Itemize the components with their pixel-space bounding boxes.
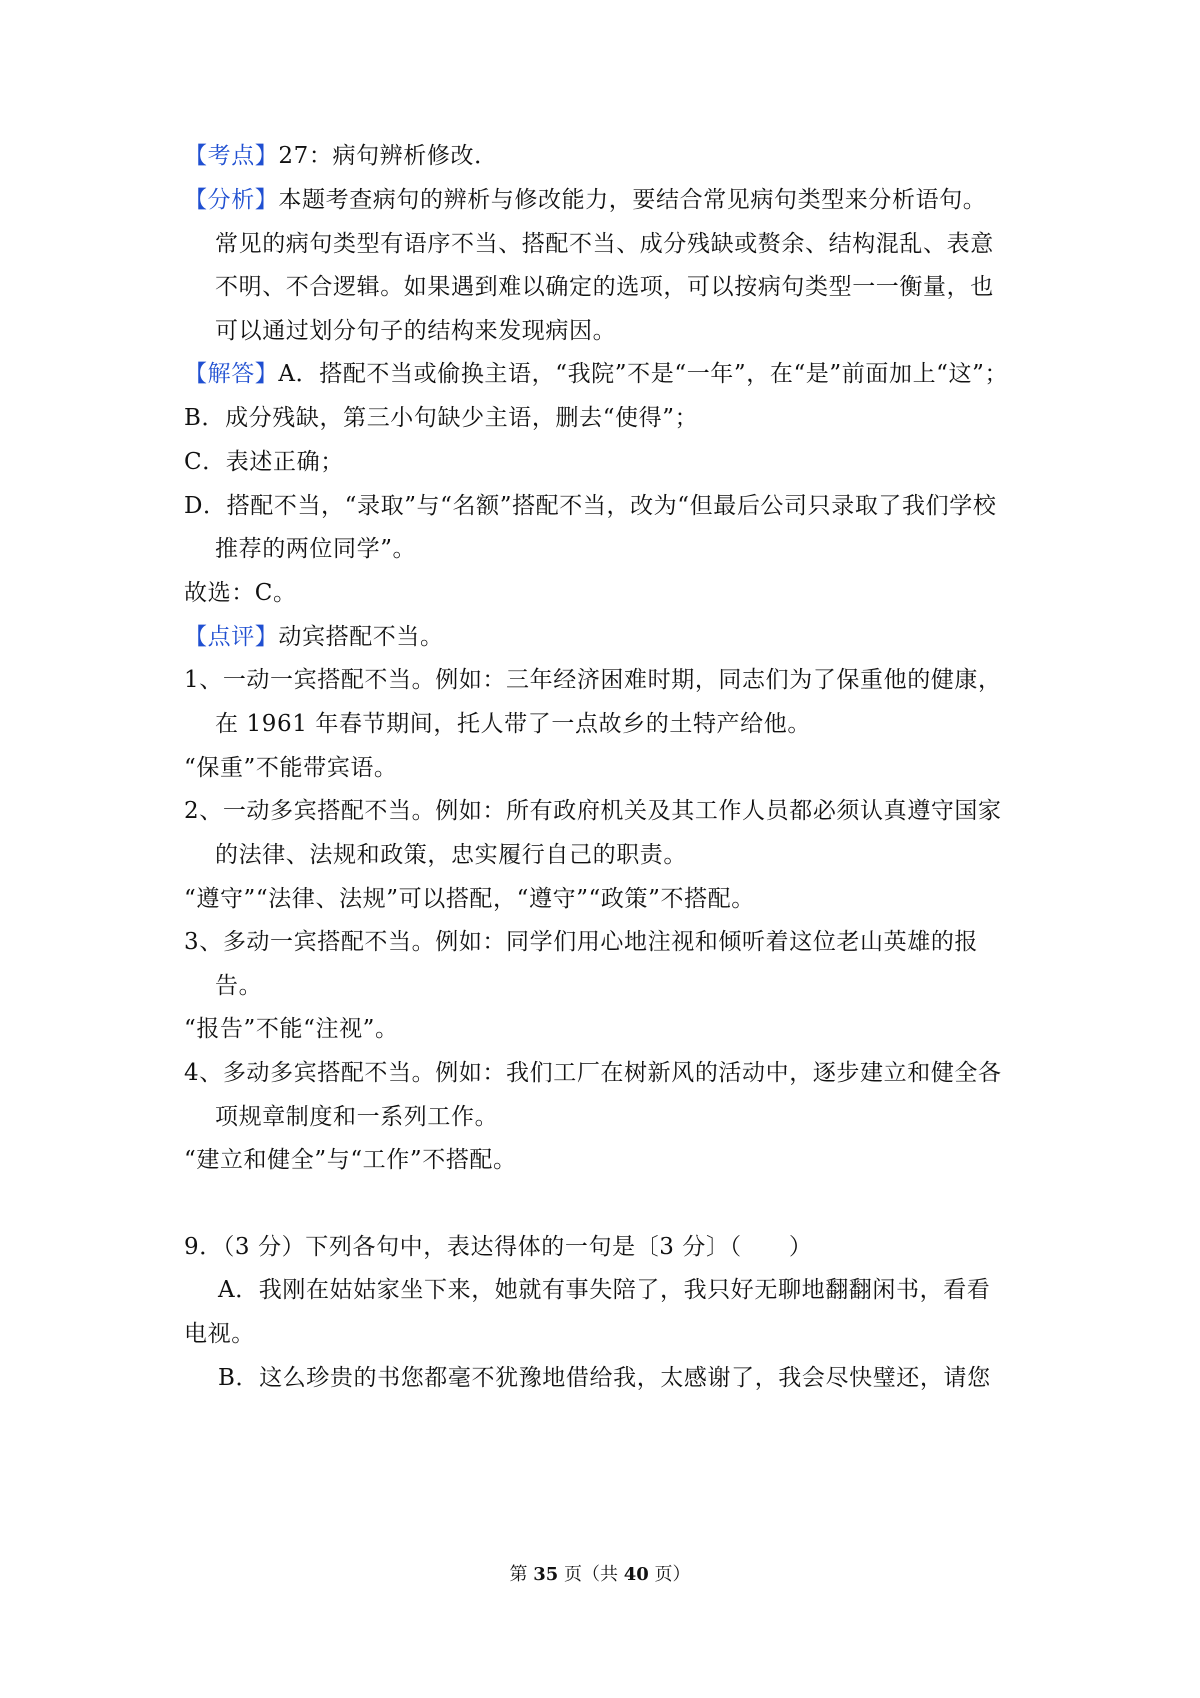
question-9-stem: 9．（3 分）下列各句中，表达得体的一句是〔3 分〕（ ）: [184, 1234, 813, 1260]
dianping-point-2c: “遵守”“法律、法规”可以搭配，“遵守”“政策”不搭配。: [184, 886, 755, 912]
dianping-line: [184, 621, 444, 653]
kaodian-line: [184, 140, 498, 172]
jieda-tag: 【解答】: [184, 361, 279, 387]
fenxi-tag: 【分析】: [184, 187, 279, 213]
kaodian-text: 27：病句辨析修改．: [278, 143, 498, 169]
fenxi-line-4: 可以通过划分句子的结构来发现病因。: [215, 318, 617, 344]
jieda-option-a: A．搭配不当或偷换主语，“我院”不是“一年”，在“是”前面加上“这”；: [278, 361, 1009, 387]
dianping-point-4a: 4、多动多宾搭配不当。例如：我们工厂在树新风的活动中，逐步建立和健全各: [184, 1060, 1002, 1086]
fenxi-line-3: 不明、不合逻辑。如果遇到难以确定的选项，可以按病句类型一一衡量，也: [215, 274, 994, 300]
jieda-answer: 故选：C。: [184, 580, 297, 606]
fenxi-line-2: 常见的病句类型有语序不当、搭配不当、成分残缺或赘余、结构混乱、表意: [215, 231, 994, 257]
question-9-option-b-1: B．这么珍贵的书您都毫不犹豫地借给我，太感谢了，我会尽快璧还，请您: [218, 1365, 991, 1391]
jieda-option-c: C．表述正确；: [184, 449, 344, 475]
dianping-point-3a: 3、多动一宾搭配不当。例如：同学们用心地注视和倾听着这位老山英雄的报: [184, 929, 979, 955]
fenxi-line-1: [184, 184, 986, 216]
dianping-point-3c: “报告”不能“注视”。: [184, 1016, 399, 1042]
dianping-point-4c: “建立和健全”与“工作”不搭配。: [184, 1147, 517, 1173]
dianping-point-1a: 1、一动一宾搭配不当。例如：三年经济困难时期，同志们为了保重他的健康，: [184, 667, 1002, 693]
footer-prefix: 第: [509, 1564, 528, 1585]
dianping-point-1b: 在 1961 年春节期间，托人带了一点故乡的土特产给他。: [215, 711, 811, 737]
page-footer: [0, 1563, 1200, 1587]
dianping-tag: 【点评】: [184, 624, 279, 650]
question-9-option-a-2: 电视。: [184, 1321, 255, 1347]
jieda-option-b: B．成分残缺，第三小句缺少主语，删去“使得”；: [184, 405, 699, 431]
question-9-option-a-1: A．我刚在姑姑家坐下来，她就有事失陪了，我只好无聊地翻翻闲书，看看: [218, 1277, 991, 1303]
footer-suffix: 页）: [654, 1564, 691, 1585]
kaodian-tag: 【考点】: [184, 143, 279, 169]
footer-total-pages: 40: [623, 1564, 649, 1585]
jieda-option-d-1: D．搭配不当，“录取”与“名额”搭配不当，改为“但最后公司只录取了我们学校: [184, 493, 997, 519]
footer-middle: 页（共: [564, 1564, 618, 1585]
dianping-point-1c: “保重”不能带宾语。: [184, 755, 398, 781]
fenxi-text-1: 本题考查病句的辨析与修改能力，要结合常见病句类型来分析语句。: [278, 187, 987, 213]
dianping-point-4b: 项规章制度和一系列工作。: [215, 1104, 499, 1130]
jieda-option-d-2: 推荐的两位同学”。: [215, 536, 417, 562]
dianping-text: 动宾搭配不当。: [278, 624, 444, 650]
footer-page-number: 35: [533, 1564, 559, 1585]
dianping-point-2b: 的法律、法规和政策，忠实履行自己的职责。: [215, 842, 687, 868]
dianping-point-3b: 告。: [215, 973, 263, 999]
jieda-line-a: [184, 358, 1008, 390]
dianping-point-2a: 2、一动多宾搭配不当。例如：所有政府机关及其工作人员都必须认真遵守国家: [184, 798, 1002, 824]
